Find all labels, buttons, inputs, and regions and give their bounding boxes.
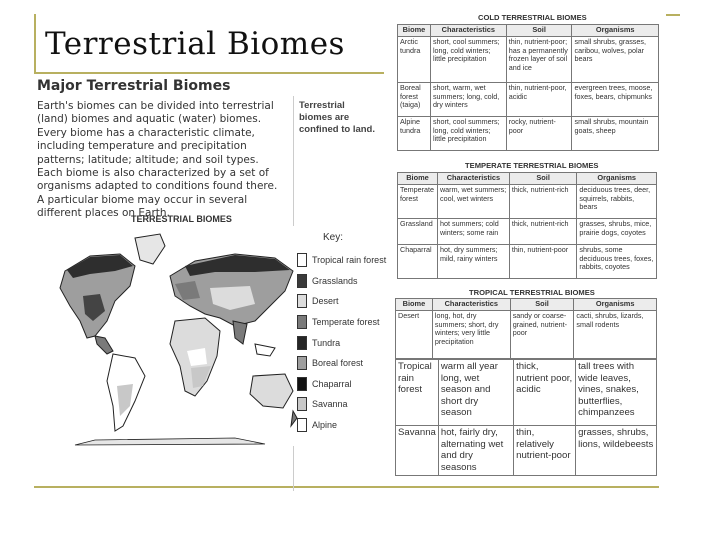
characteristics-cell: hot, dry summers; mild, rainy winters	[437, 245, 509, 279]
table-row	[398, 219, 657, 245]
table-row	[398, 245, 657, 279]
organisms-cell: grasses, shrubs, mice, prairie dogs, coyotes	[577, 219, 657, 245]
biome-cell: Chaparral	[398, 245, 438, 279]
col-header-biome: Biome	[398, 173, 438, 185]
col-header-characteristics: Characteristics	[437, 173, 509, 185]
soil-cell: thin, nutrient-poor, acidic	[506, 83, 572, 117]
biome-cell: Savanna	[396, 426, 439, 476]
soil-cell: thick, nutrient-rich	[509, 219, 577, 245]
page-heading: Major Terrestrial Biomes	[37, 78, 231, 94]
key-item-tropical-rain-forest	[297, 250, 387, 271]
key-item-boreal-forest	[297, 353, 381, 374]
key-item-savanna	[297, 394, 381, 415]
characteristics-cell: short, warm, wet summers; long, cold, dry winters	[430, 83, 506, 117]
col-header-biome: Biome	[398, 25, 431, 37]
table-header-row	[398, 25, 659, 37]
characteristics-cell: hot, fairly dry, alternating wet and dry seasons	[438, 426, 513, 476]
organisms-cell: evergreen trees, moose, foxes, bears, chipmunks	[572, 83, 659, 117]
soil-cell: sandy or coarse-grained, nutrient-poor	[510, 311, 574, 359]
biome-cell: Arctic tundra	[398, 37, 431, 83]
key-swatch	[297, 397, 307, 411]
soil-cell: thin, relatively nutrient-poor	[514, 426, 576, 476]
key-item-temperate-forest	[297, 312, 381, 333]
biome-cell: Temperate forest	[398, 185, 438, 219]
key-label: Chaparral	[312, 378, 352, 389]
characteristics-cell: warm all year long, wet season and short dry season	[438, 360, 513, 426]
margin-note: Terrestrial biomes are confined to land.	[299, 100, 375, 135]
key-item-grasslands	[297, 271, 381, 292]
organisms-cell: small shrubs, mountain goats, sheep	[572, 117, 659, 151]
temperate-biomes-title: TEMPERATE TERRESTRIAL BIOMES	[465, 161, 599, 170]
col-header-organisms: Organisms	[574, 299, 657, 311]
key-label: Tundra	[312, 337, 341, 348]
key-label: Savanna	[312, 399, 348, 410]
biome-cell: Desert	[396, 311, 433, 359]
table-row	[396, 311, 657, 359]
key-swatch	[297, 253, 307, 267]
tropical-biomes-table	[395, 298, 657, 359]
cold-biomes-table	[397, 24, 659, 151]
soil-cell: thick, nutrient-rich	[509, 185, 577, 219]
characteristics-cell: warm, wet summers; cool, wet winters	[437, 185, 509, 219]
col-header-organisms: Organisms	[572, 25, 659, 37]
organisms-cell: small shrubs, grasses, caribou, wolves, polar bears	[572, 37, 659, 83]
tropical-biomes-handwritten-rows	[395, 359, 657, 476]
key-swatch	[297, 315, 307, 329]
soil-cell: rocky, nutrient-poor	[506, 117, 572, 151]
table-header-row	[396, 299, 657, 311]
map-key	[297, 232, 387, 435]
soil-cell: thin, nutrient-poor	[509, 245, 577, 279]
table-row	[398, 83, 659, 117]
col-header-soil: Soil	[509, 173, 577, 185]
organisms-cell: shrubs, some deciduous trees, foxes, rabbits, coyotes	[577, 245, 657, 279]
col-header-characteristics: Characteristics	[432, 299, 510, 311]
temperate-biomes-table	[397, 172, 657, 279]
table-header-row	[398, 173, 657, 185]
map-title: TERRESTRIAL BIOMES	[131, 214, 232, 224]
key-item-chaparral	[297, 374, 381, 395]
key-item-desert	[297, 291, 381, 312]
characteristics-cell: short, cool summers; long, cold winters; little precipitation	[430, 37, 506, 83]
col-header-biome: Biome	[396, 299, 433, 311]
key-swatch	[297, 294, 307, 308]
page-body-text: Earth's biomes can be divided into terrestrial (land) biomes and aquatic (water) biomes. Every biome has a characteristic climate, including temperature and precipitation patterns; latitude; altitude; and soil types. Each biome is also characterized by a set of organisms adapted to conditions found there. A particular biome may occur in several different places on Earth.	[37, 100, 278, 220]
characteristics-cell: long, hot, dry summers; short, dry winters; very little precipitation	[432, 311, 510, 359]
organisms-cell: deciduous trees, deer, squirrels, rabbits, bears	[577, 185, 657, 219]
corner-accent-line	[666, 14, 680, 16]
key-label: Tropical rain forest	[312, 255, 387, 266]
table-row	[398, 117, 659, 151]
key-swatch	[297, 336, 307, 350]
footer-line	[34, 486, 659, 488]
soil-cell: thick, nutrient poor, acidic	[514, 360, 576, 426]
key-label: Boreal forest	[312, 358, 364, 369]
table-row	[396, 426, 657, 476]
col-header-organisms: Organisms	[577, 173, 657, 185]
key-item-tundra	[297, 332, 381, 353]
characteristics-cell: hot summers; cold winters; some rain	[437, 219, 509, 245]
title-accent-line	[34, 14, 36, 74]
biome-cell: Alpine tundra	[398, 117, 431, 151]
textbook-page-image	[35, 74, 387, 474]
key-label: Desert	[312, 296, 339, 307]
soil-cell: thin, nutrient-poor; has a permanently frozen layer of soil and ice	[506, 37, 572, 83]
key-label: Grasslands	[312, 275, 358, 286]
organisms-cell: grasses, shrubs, lions, wildebeests	[576, 426, 657, 476]
biome-cell: Tropical rain forest	[396, 360, 439, 426]
col-header-soil: Soil	[510, 299, 574, 311]
table-row	[396, 360, 657, 426]
key-swatch	[297, 377, 307, 391]
table-row	[398, 37, 659, 83]
table-row	[398, 185, 657, 219]
biome-cell: Grassland	[398, 219, 438, 245]
key-label: Alpine	[312, 420, 338, 431]
key-swatch	[297, 418, 307, 432]
world-biome-map	[35, 226, 300, 446]
key-swatch	[297, 356, 307, 370]
tropical-biomes-title: TROPICAL TERRESTRIAL BIOMES	[469, 288, 595, 297]
cold-biomes-title: COLD TERRESTRIAL BIOMES	[478, 13, 587, 22]
map-key-title: Key:	[323, 232, 344, 243]
organisms-cell: cacti, shrubs, lizards, small rodents	[574, 311, 657, 359]
characteristics-cell: short, cool summers; long, cold winters; little precipitation	[430, 117, 506, 151]
col-header-characteristics: Characteristics	[430, 25, 506, 37]
organisms-cell: tall trees with wide leaves, vines, snakes, butterflies, chimpanzees	[576, 360, 657, 426]
key-label: Temperate forest	[312, 317, 380, 328]
col-header-soil: Soil	[506, 25, 572, 37]
slide-title: Terrestrial Biomes	[45, 26, 345, 62]
key-swatch	[297, 274, 307, 288]
key-item-alpine	[297, 415, 381, 436]
biome-cell: Boreal forest (taiga)	[398, 83, 431, 117]
